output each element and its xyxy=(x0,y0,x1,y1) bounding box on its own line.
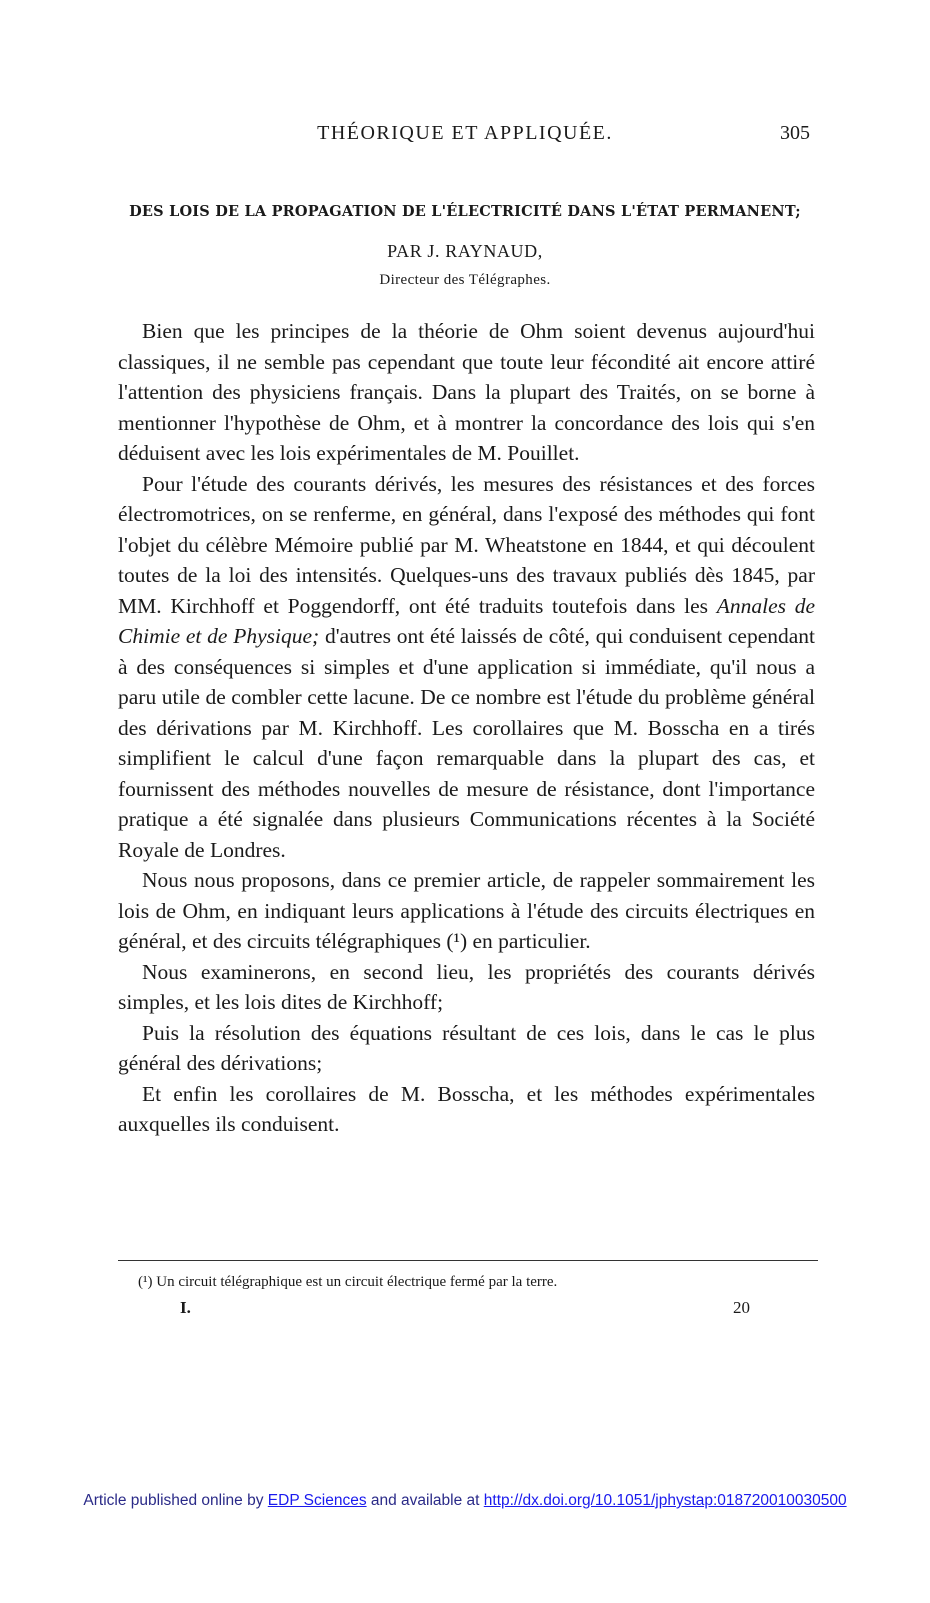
page-number: 305 xyxy=(780,122,810,144)
signature-number: 20 xyxy=(733,1298,750,1317)
running-title: THÉORIQUE ET APPLIQUÉE. xyxy=(317,122,613,144)
paragraph-text: Pour l'étude des courants dérivés, les mesures des résistances et des forces électromotrices, on se renferme, en général, dans l'exposé des méthodes qui font l'objet du célèbre Mémoire publié par M. Wheatstone en 1844, et qui découlent toutes de la loi des intensités. Quelques-uns des travaux publiés dès 1845, par MM. Kirchhoff et Poggendorff, ont été traduits toutefois dans les xyxy=(118,471,815,618)
paragraph-text: d'autres ont été laissés de côté, qui conduisent cependant à des conséquences si simples et d'une application si immédiate, qu'il nous a paru utile de combler cette lacune. De ce nombre est l'étude du problème général des dérivations par M. Kirchhoff. Les corollaires que M. Bosscha en a tirés simplifient le calcul d'une façon remarquable dans la plupart des cas, et fournissent des méthodes nouvelles de mesure de résistance, dont l'importance pratique a été signalée dans plusieurs Communications récentes à la Société Royale de Londres. xyxy=(118,624,815,862)
publisher-link[interactable]: EDP Sciences xyxy=(267,1492,367,1509)
paragraph: Nous nous proposons, dans ce premier article, de rappeler sommairement les lois de Ohm, en indiquant leurs applications à l'étude des circuits électriques en général, et des circuits télégraphiques (¹) en particulier. xyxy=(118,868,815,953)
publisher-prefix: Article published online by xyxy=(83,1492,268,1509)
publisher-middle: and available at xyxy=(366,1492,484,1509)
body-text xyxy=(118,316,815,1140)
running-head xyxy=(0,122,930,150)
paragraph: Bien que les principes de la théorie de Ohm soient devenus aujourd'hui classiques, il ne semble pas cependant que toute leur fécondité ait encore attiré l'attention des physiciens français. Dans la plupart des Traités, on se borne à mentionner l'hypothèse de Ohm, et à montrer la concordance des lois qui s'en déduisent avec les lois expérimentales de M. Pouillet. xyxy=(118,319,815,465)
footnote: (¹) Un circuit télégraphique est un circuit électrique fermé par la terre. xyxy=(138,1274,558,1290)
paragraph xyxy=(118,469,815,866)
publisher-notice xyxy=(0,1492,930,1510)
article-title: DES LOIS DE LA PROPAGATION DE L'ÉLECTRICITÉ DANS L'ÉTAT PERMANENT; xyxy=(129,203,801,220)
doi-link[interactable]: http://dx.doi.org/10.1051/jphystap:018720010030500 xyxy=(483,1492,847,1509)
author-affiliation: Directeur des Télégraphes. xyxy=(379,272,551,288)
paragraph: Puis la résolution des équations résultant de ces lois, dans le cas le plus général des dérivations; xyxy=(118,1020,815,1075)
paragraph: Et enfin les corollaires de M. Bosscha, et les méthodes expérimentales auxquelles ils conduisent. xyxy=(118,1081,815,1136)
journal-title: Annales de Chimie et de Physique; xyxy=(118,593,815,648)
author-byline: PAR J. RAYNAUD, xyxy=(387,241,543,261)
paragraph: Nous examinerons, en second lieu, les propriétés des courants dérivés simples, et les lois dites de Kirchhoff; xyxy=(118,959,815,1014)
signature-mark: I. xyxy=(180,1298,191,1317)
footnote-divider xyxy=(118,1260,818,1261)
